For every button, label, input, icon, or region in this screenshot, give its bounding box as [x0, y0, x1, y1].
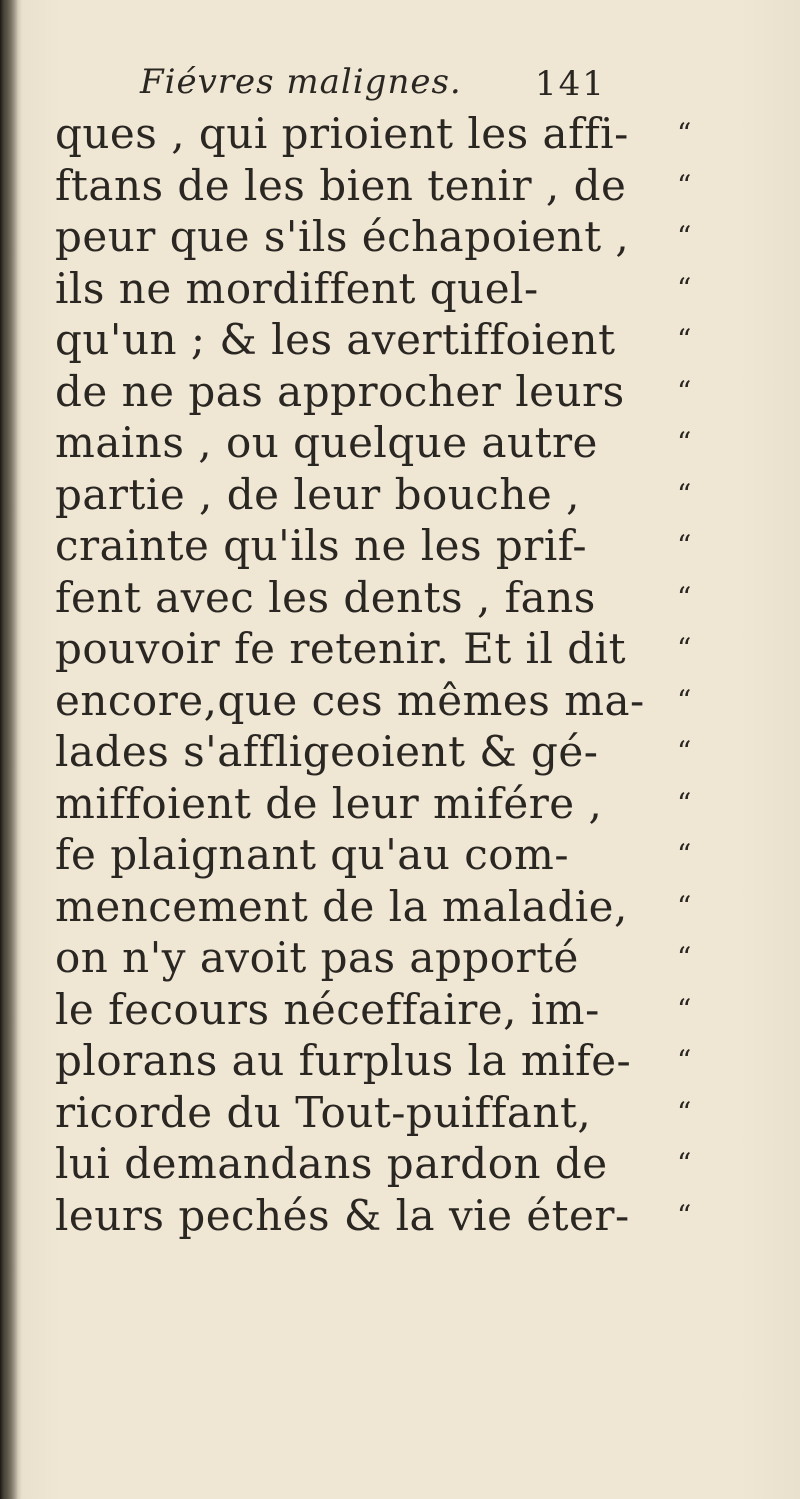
quote-mark: “ — [677, 1147, 692, 1180]
gutter-shadow — [0, 0, 18, 1499]
quote-mark: “ — [677, 786, 692, 820]
text-line: de ne pas approcher leurs — [55, 366, 625, 416]
text-line: leurs pechés & la vie éter- — [55, 1190, 630, 1240]
text-line: fent avec les dents , fans — [55, 572, 596, 622]
text-line: on n'y avoit pas apporté — [55, 933, 579, 982]
text-body — [55, 108, 665, 1241]
quote-mark: “ — [677, 220, 692, 253]
quote-mark: “ — [677, 838, 692, 871]
page-number: 141 — [535, 64, 606, 104]
quote-mark: “ — [677, 323, 692, 356]
quote-mark: “ — [677, 426, 692, 459]
text-line: ils ne mordiffent quel- — [55, 263, 539, 313]
quotation-margin — [677, 108, 737, 1241]
quote-mark: “ — [677, 477, 692, 511]
text-line: plorans au furplus la mife- — [55, 1036, 632, 1085]
quote-mark: “ — [677, 683, 692, 717]
quote-mark: “ — [677, 992, 692, 1026]
text-line: ftans de les bien tenir , de — [55, 160, 627, 210]
quote-mark: “ — [677, 529, 692, 562]
text-line: mains , ou quelque autre — [55, 418, 598, 467]
quote-mark: “ — [677, 580, 692, 614]
quote-mark: “ — [677, 632, 692, 665]
text-line: fe plaignant qu'au com- — [55, 830, 570, 879]
quote-mark: “ — [677, 941, 692, 974]
quote-mark: “ — [677, 735, 692, 768]
quote-mark: “ — [677, 1095, 692, 1129]
text-line: peur que s'ils échapoient , — [55, 212, 630, 261]
quote-mark: “ — [677, 271, 692, 305]
quote-mark: “ — [677, 117, 692, 150]
text-line: crainte qu'ils ne les prif- — [55, 521, 588, 570]
text-line: mencement de la maladie, — [55, 881, 628, 931]
quote-mark: “ — [677, 1198, 692, 1232]
text-line: miffoient de leur mifére , — [55, 778, 603, 828]
text-line: encore,que ces mêmes ma- — [55, 675, 645, 725]
quote-mark: “ — [677, 1044, 692, 1077]
text-line: pouvoir fe retenir. Et il dit — [55, 624, 626, 673]
quote-mark: “ — [677, 889, 692, 923]
text-line: le fecours néceffaire, im- — [55, 984, 600, 1034]
quote-mark: “ — [677, 374, 692, 408]
text-line: ques , qui prioient les affi- — [55, 109, 629, 158]
running-title: Fiévres malignes. — [140, 62, 462, 102]
text-line: qu'un ; & les avertiffoient — [55, 315, 616, 364]
page-header — [140, 62, 660, 112]
text-line: lades s'affligeoient & gé- — [55, 727, 599, 776]
text-line: ricorde du Tout-puiffant, — [55, 1087, 592, 1137]
text-line: partie , de leur bouche , — [55, 469, 580, 519]
text-line: lui demandans pardon de — [55, 1139, 608, 1188]
quote-mark: “ — [677, 168, 692, 202]
